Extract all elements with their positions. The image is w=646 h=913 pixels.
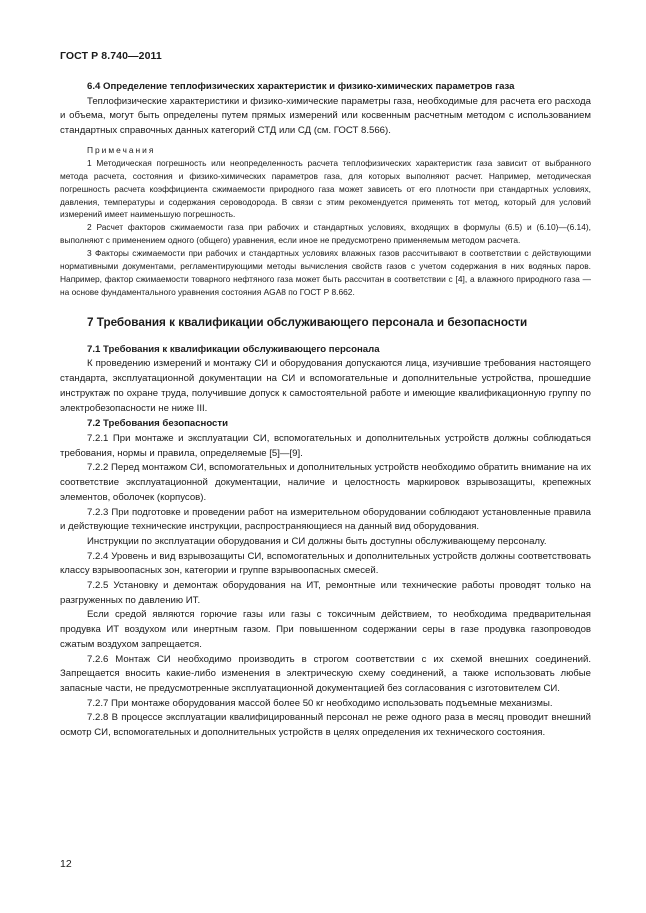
clause-7-2-7: 7.2.7 При монтаже оборудования массой более 50 кг необходимо использовать подъемные механизмы. <box>87 697 553 709</box>
section-6-4-heading: 6.4 Определение теплофизических характеристик и физико-химических параметров газа <box>87 81 515 92</box>
clause-7-2-3-instructions: Инструкции по эксплуатации оборудования и СИ должны быть доступны обслуживающему персоналу. <box>87 535 547 547</box>
document-header: ГОСТ Р 8.740—2011 <box>60 50 162 62</box>
notes-title: Примечания <box>87 144 156 155</box>
section-7-1-paragraph: К проведению измерений и монтажу СИ и оборудования допускаются лица, изучившие требования настоящего стандарта, эксплуатационной документации на СИ и вспомогательные и дополнительные устройства, прошедшие инструктаж по охране труда, получившие допуск к самостоятельной работе и имеющие квалификационную группу по электробезопасности не ниже III. <box>60 358 591 414</box>
note-1: 1 Методическая погрешность или неопределенность расчета теплофизических характеристик газа зависит от выбранного метода расчета, состояния и физико-химических параметров газа, для которых выполняют расчет. Например, методическая погрешность расчета коэффициента сжимаемости природного газа может зависеть от его плотности при стандартных условиях, давления, температуры и содержания сероводорода. В связи с этим рекомендуется применять тот метод, который для условий измерений имеет наименьшую погрешность. <box>60 157 591 220</box>
clause-7-2-6: 7.2.6 Монтаж СИ необходимо производить в строгом соответствии с их схемой внешних соединений. Запрещается вносить какие-либо изменения в электрическую схему соединений, а также использовать любые запасные части, не предусмотренные эксплуатационной документацией без согласования с изготовителем СИ. <box>60 653 591 694</box>
page-number: 12 <box>60 858 72 870</box>
clause-7-2-1: 7.2.1 При монтаже и эксплуатации СИ, вспомогательных и дополнительных устройств должны соблюдаться требования, нормы и правила, определяемые [5]—[9]. <box>60 433 591 459</box>
section-6-4-paragraph: Теплофизические характеристики и физико-химические параметры газа, необходимые для расчета его расхода и объема, могут быть определены путем прямых измерений или косвенным расчетным методом с использованием стандартных справочных данных категорий СТД или СД (см. ГОСТ 8.566). <box>60 95 591 137</box>
note-3: 3 Факторы сжимаемости при рабочих и стандартных условиях влажных газов рассчитывают в соответствии с действующими нормативными документами, регламентирующими методы вычисления свойств газов с учетом содержания в них водяных паров. Например, фактор сжимаемости товарного нефтяного газа может быть рассчитан в соответствии с [4], а влажного природного газа — на основе фундаментального уравнения состояния AGA8 по ГОСТ Р 8.662. <box>60 248 591 297</box>
section-7-1-heading: 7.1 Требования к квалификации обслуживающего персонала <box>87 343 380 355</box>
clause-7-2-8: 7.2.8 В процессе эксплуатации квалифицированный персонал не реже одного раза в месяц проводит внешний осмотр СИ, вспомогательных и дополнительных устройств в целях определения их технического состояния. <box>60 712 591 739</box>
clause-7-2-4: 7.2.4 Уровень и вид взрывозащиты СИ, вспомогательных и дополнительных устройств должны соответствовать классу взрывоопасных зон, категории и группе взрывоопасных смесей. <box>60 550 591 577</box>
clause-7-2-3: 7.2.3 При подготовке и проведении работ на измерительном оборудовании соблюдают установленные правила и действующие технические инструкции, распространяющиеся на данный вид оборудования. <box>60 506 591 533</box>
clause-7-2-2: 7.2.2 Перед монтажом СИ, вспомогательных и дополнительных устройств необходимо обратить внимание на их соответствие эксплуатационной документации, наличие и целостность маркировок взрывозащиты, крепежных элементов, оболочек (корпусов). <box>60 462 591 503</box>
page-content <box>60 80 591 741</box>
clause-7-2-5-purge: Если средой являются горючие газы или газы с токсичным действием, то необходима предварительная продувка ИТ воздухом или инертным газом. При повышенном содержании серы в газе продувка газопроводов сжатым воздухом запрещается. <box>60 609 591 650</box>
section-7-2-heading: 7.2 Требования безопасности <box>87 418 228 430</box>
clause-7-2-5: 7.2.5 Установку и демонтаж оборудования на ИТ, ремонтные или технические работы проводят только на разгруженных по давлению ИТ. <box>60 580 591 606</box>
note-2: 2 Расчет факторов сжимаемости газа при рабочих и стандартных условиях, входящих в формулы (6.5) и (6.10)—(6.14), выполняют с применением одного (общего) уравнения, если иное не предусмотрено применяемым методом расчета. <box>60 222 591 246</box>
section-7-heading: 7 Требования к квалификации обслуживающего персонала и безопасности <box>87 315 528 329</box>
